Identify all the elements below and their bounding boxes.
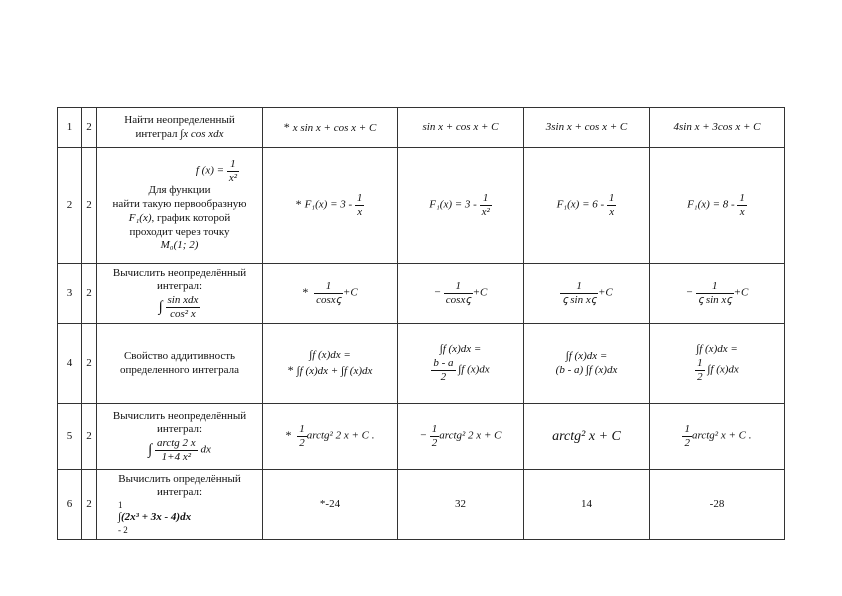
answer-sign: −	[433, 287, 442, 300]
table-row	[58, 148, 785, 264]
task-text: интеграл:	[157, 486, 202, 499]
antiderivative-symbol: F₁(x)	[128, 211, 152, 224]
answer-top: ∫f (x)dx =	[565, 349, 608, 362]
answer-text: arctg² 2 x + C .	[306, 430, 375, 443]
answer-text: x sin x + cos x + C	[292, 121, 377, 134]
fraction-denominator: cos² x	[170, 307, 196, 320]
fraction-denominator: 2	[299, 437, 305, 449]
fraction-denominator: 2	[431, 437, 438, 449]
integral-sign-icon: ∫	[148, 441, 153, 458]
task-text: найти такую первообразную	[112, 198, 247, 211]
lower-limit: - 2	[118, 525, 128, 536]
answer-text: arctg² x + C	[552, 428, 621, 444]
fraction-denominator: 2	[697, 370, 703, 383]
task-text: интеграл:	[157, 280, 202, 293]
answer-option	[263, 324, 398, 404]
answer-text: 14	[581, 497, 592, 510]
task-cell	[97, 470, 263, 540]
function-definition: f (x) =	[195, 164, 225, 177]
point-label: M₀(1; 2)	[160, 239, 199, 252]
differential: dx	[200, 443, 211, 456]
integral-expression: ∫(2x³ + 3x - 4)dx	[118, 511, 192, 524]
fraction-denominator: 2	[440, 370, 447, 383]
fraction-denominator: cosxꞔ	[316, 294, 341, 306]
fraction-numerator: 1	[227, 158, 239, 172]
fraction-numerator: sin xdx	[167, 294, 199, 307]
answer-option	[263, 264, 398, 324]
answer-text: sin x + cos x + C	[422, 120, 499, 133]
answer-bottom: ∫f (x)dx	[707, 363, 739, 376]
task-cell	[97, 264, 263, 324]
answer-tail: +C	[598, 287, 613, 300]
row-number: 5	[58, 404, 82, 470]
answer-text: arctg² x + C .	[691, 430, 752, 443]
task-text: Вычислить определённый	[118, 472, 241, 485]
answer-option	[263, 108, 398, 148]
upper-limit: 1	[118, 500, 123, 511]
fraction-numerator: 1	[444, 280, 473, 294]
row-number: 4	[58, 324, 82, 404]
fraction-numerator: 1	[431, 423, 438, 436]
table-row	[58, 404, 785, 470]
task-cell	[97, 404, 263, 470]
row-weight: 2	[82, 264, 97, 324]
fraction-denominator: x²	[228, 171, 237, 184]
answer-option	[650, 404, 785, 470]
answer-text: F₁(x) = 8 -	[687, 199, 735, 212]
fraction-numerator: 1	[560, 280, 598, 294]
test-table	[57, 107, 785, 540]
answer-option	[398, 470, 524, 540]
task-text: Вычислить неопределённый	[112, 409, 247, 422]
answer-tail: +C	[342, 287, 358, 300]
fraction-numerator: b - a	[433, 357, 454, 370]
fraction-denominator: cosxꞔ	[445, 294, 471, 306]
row-weight: 2	[82, 404, 97, 470]
correct-marker: *	[302, 285, 309, 300]
answer-option	[263, 148, 398, 264]
fraction-denominator: ꞔ sin xꞔ	[562, 294, 596, 306]
fraction-numerator: 1	[696, 280, 734, 294]
fraction-numerator: 1	[299, 423, 305, 436]
task-text: Свойство аддитивность	[123, 349, 236, 362]
fraction-denominator: 2	[684, 437, 690, 449]
task-cell	[97, 324, 263, 404]
answer-option	[650, 470, 785, 540]
answer-option	[398, 108, 524, 148]
fraction-denominator: ꞔ sin xꞔ	[697, 294, 732, 306]
answer-option	[524, 264, 650, 324]
answer-text: 3sin x + cos x + C	[545, 120, 628, 133]
answer-text: F₁(x) = 3 -	[429, 199, 477, 212]
task-text: Найти неопределенный	[124, 113, 235, 126]
task-text: определенного интеграла	[119, 363, 240, 376]
answer-option	[263, 404, 398, 470]
fraction-denominator: x	[739, 206, 745, 218]
table-row	[58, 470, 785, 540]
correct-marker: *	[287, 362, 294, 377]
task-text: проходит через точку	[129, 225, 230, 238]
task-text: интеграл	[135, 127, 178, 140]
answer-text: *-24	[319, 497, 341, 510]
answer-option	[524, 324, 650, 404]
correct-marker: *	[285, 428, 292, 443]
row-number: 2	[58, 148, 82, 264]
answer-option	[398, 324, 524, 404]
answer-top: ∫f (x)dx =	[696, 343, 738, 356]
table-row	[58, 264, 785, 324]
answer-tail: +C	[472, 287, 488, 300]
answer-text: F₁(x) = 3 -	[304, 199, 353, 212]
answer-option	[398, 148, 524, 264]
task-cell	[97, 148, 263, 264]
fraction-numerator: 1	[739, 192, 745, 205]
fraction-denominator: x	[609, 206, 615, 218]
answer-option	[650, 108, 785, 148]
task-cell	[97, 108, 263, 148]
answer-text: 4sin x + 3cos x + C	[673, 120, 761, 133]
fraction-numerator: arctg 2 x	[157, 437, 196, 450]
answer-text: F₁(x) = 6 -	[556, 199, 605, 212]
answer-text: arctg² 2 x + C	[439, 430, 502, 443]
task-text: Вычислить неопределённый	[112, 266, 247, 279]
integral-sign-icon: ∫	[158, 298, 163, 315]
correct-marker: *	[283, 119, 290, 134]
answer-sign: −	[419, 430, 427, 443]
fraction-numerator: 1	[697, 357, 703, 370]
answer-text: 32	[455, 497, 466, 510]
answer-bottom: (b - a) ∫f (x)dx	[555, 363, 618, 376]
fraction-numerator: 1	[684, 423, 690, 436]
answer-option	[524, 404, 650, 470]
row-weight: 2	[82, 470, 97, 540]
row-weight: 2	[82, 108, 97, 148]
answer-bottom: ∫f (x)dx	[458, 363, 490, 376]
answer-bottom: ∫f (x)dx + ∫f (x)dx	[296, 364, 373, 377]
answer-tail: +C	[733, 287, 749, 300]
correct-marker: *	[295, 197, 302, 212]
table-row	[58, 108, 785, 148]
row-weight: 2	[82, 148, 97, 264]
fraction-numerator: 1	[314, 280, 343, 294]
fraction-numerator: 1	[356, 192, 363, 205]
row-number: 3	[58, 264, 82, 324]
answer-top: ∫f (x)dx =	[309, 348, 351, 361]
fraction-denominator: x²	[481, 206, 490, 218]
fraction-numerator: 1	[480, 192, 492, 206]
answer-top: ∫f (x)dx =	[439, 343, 482, 356]
answer-option	[524, 148, 650, 264]
fraction-numerator: 1	[608, 192, 615, 205]
answer-text: -28	[709, 497, 725, 510]
task-text: , график которой	[151, 211, 231, 224]
row-number: 6	[58, 470, 82, 540]
row-number: 1	[58, 108, 82, 148]
answer-sign: −	[685, 287, 694, 300]
answer-option	[650, 324, 785, 404]
row-weight: 2	[82, 324, 97, 404]
integral-expression: ∫x cos xdx	[180, 127, 224, 140]
task-text: интеграл:	[157, 423, 202, 436]
answer-option	[398, 404, 524, 470]
answer-option	[650, 148, 785, 264]
task-text: Для функции	[148, 184, 211, 197]
fraction-denominator: 1+4 x²	[161, 450, 192, 463]
answer-option	[650, 264, 785, 324]
answer-option	[263, 470, 398, 540]
answer-option	[524, 108, 650, 148]
answer-option	[398, 264, 524, 324]
table-row	[58, 324, 785, 404]
answer-option	[524, 470, 650, 540]
fraction-denominator: x	[357, 206, 363, 218]
